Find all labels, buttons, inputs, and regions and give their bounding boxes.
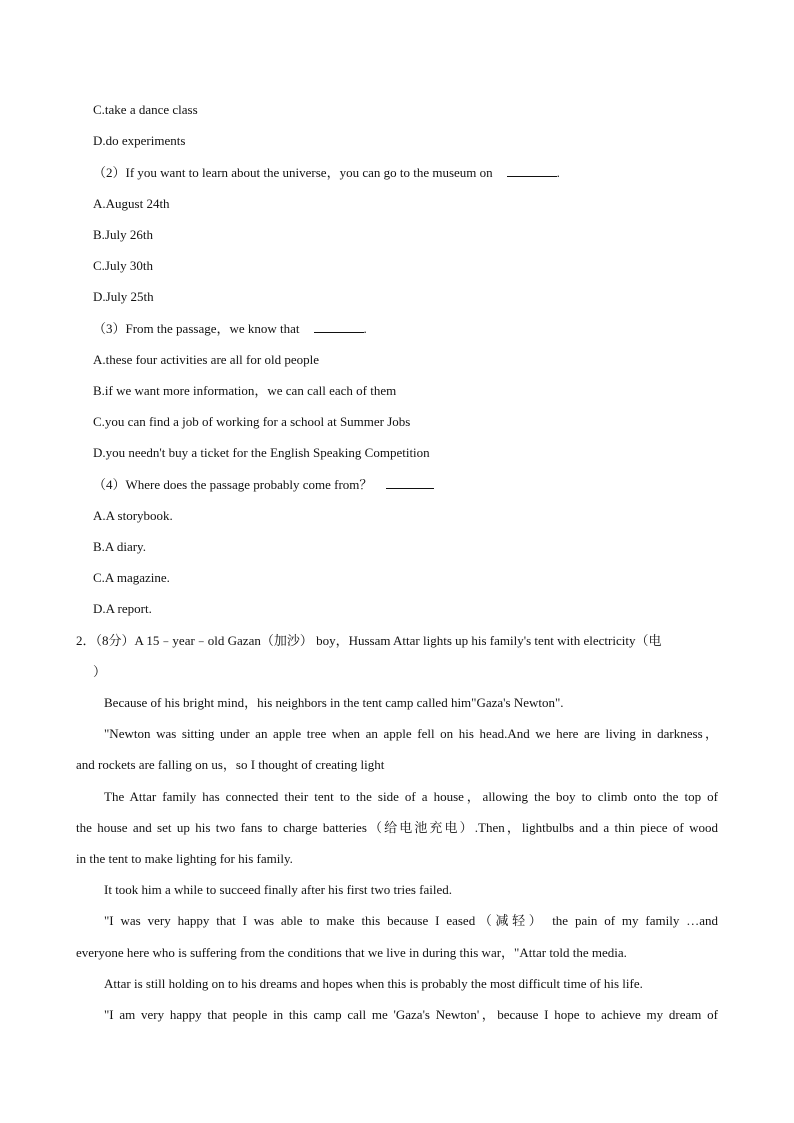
q2-paragraph-5-line2: everyone here who is suffering from the conditions that we live in during this war，"Attar told the media. xyxy=(76,945,627,960)
q1-3-stem xyxy=(93,321,367,337)
q2-paragraph-2-line1: "Newton was sitting under an apple tree when an apple fell on his head.And we here are living in darkness， xyxy=(104,726,718,741)
q1-3-option-c: C.you can find a job of working for a school at Summer Jobs xyxy=(93,414,411,429)
q2-paragraph-1: Because of his bright mind，his neighbors in the tent camp called him"Gaza's Newton". xyxy=(104,695,564,710)
q1-2-stem-end: . xyxy=(556,165,560,180)
q2-paragraph-7-line1: "I am very happy that people in this camp call me 'Gaza's Newton'，because I hope to achieve my dream of xyxy=(104,1007,718,1022)
answer-blank xyxy=(507,165,557,177)
q1-2-stem-text: （2）If you want to learn about the universe，you can go to the museum on xyxy=(93,165,493,180)
q1-3-option-b: B.if we want more information，we can call each of them xyxy=(93,383,397,398)
q2-paragraph-4: It took him a while to succeed finally after his first two tries failed. xyxy=(104,882,453,897)
answer-blank xyxy=(314,321,364,333)
q2-paragraph-3-line3: in the tent to make lighting for his family. xyxy=(76,851,293,866)
q2-paragraph-3-line2: the house and set up his two fans to charge batteries（给电池充电）.Then，lightbulbs and a thin piece of wood xyxy=(76,820,718,835)
q2-heading-line2: ） xyxy=(93,664,107,679)
q2-paragraph-2-line2: and rockets are falling on us，so I thought of creating light xyxy=(76,757,385,772)
q1-1-option-c: C.take a dance class xyxy=(93,102,198,117)
q1-4-option-a: A.A storybook. xyxy=(93,508,173,523)
q2-paragraph-5-line1: "I was very happy that I was able to make this because I eased（减轻） the pain of my family …and xyxy=(104,913,718,928)
q1-4-stem-text: （4）Where does the passage probably come from？ xyxy=(93,477,373,492)
q1-2-option-d: D.July 25th xyxy=(93,289,154,304)
q1-4-stem xyxy=(93,477,434,493)
q1-2-stem xyxy=(93,165,560,181)
answer-blank xyxy=(386,477,434,489)
q1-2-option-b: B.July 26th xyxy=(93,227,153,242)
q1-3-option-a: A.these four activities are all for old people xyxy=(93,352,319,367)
q2-paragraph-3-line1: The Attar family has connected their tent to the side of a house，allowing the boy to climb onto the top of xyxy=(104,789,718,804)
q1-3-stem-end: . xyxy=(363,321,367,336)
q1-4-option-d: D.A report. xyxy=(93,601,152,616)
q1-4-option-b: B.A diary. xyxy=(93,539,146,554)
q1-2-option-c: C.July 30th xyxy=(93,258,153,273)
q1-3-stem-text: （3）From the passage，we know that xyxy=(93,321,300,336)
q1-3-option-d: D.you needn't buy a ticket for the English Speaking Competition xyxy=(93,445,430,460)
q1-4-option-c: C.A magazine. xyxy=(93,570,170,585)
q1-1-option-d: D.do experiments xyxy=(93,133,186,148)
q1-2-option-a: A.August 24th xyxy=(93,196,170,211)
q2-heading-line1: 2．（8分）A 15﹣year﹣old Gazan（加沙） boy，Hussam Attar lights up his family's tent with electricity（电 xyxy=(76,633,662,648)
q2-paragraph-6: Attar is still holding on to his dreams and hopes when this is probably the most difficult time of his life. xyxy=(104,976,643,991)
